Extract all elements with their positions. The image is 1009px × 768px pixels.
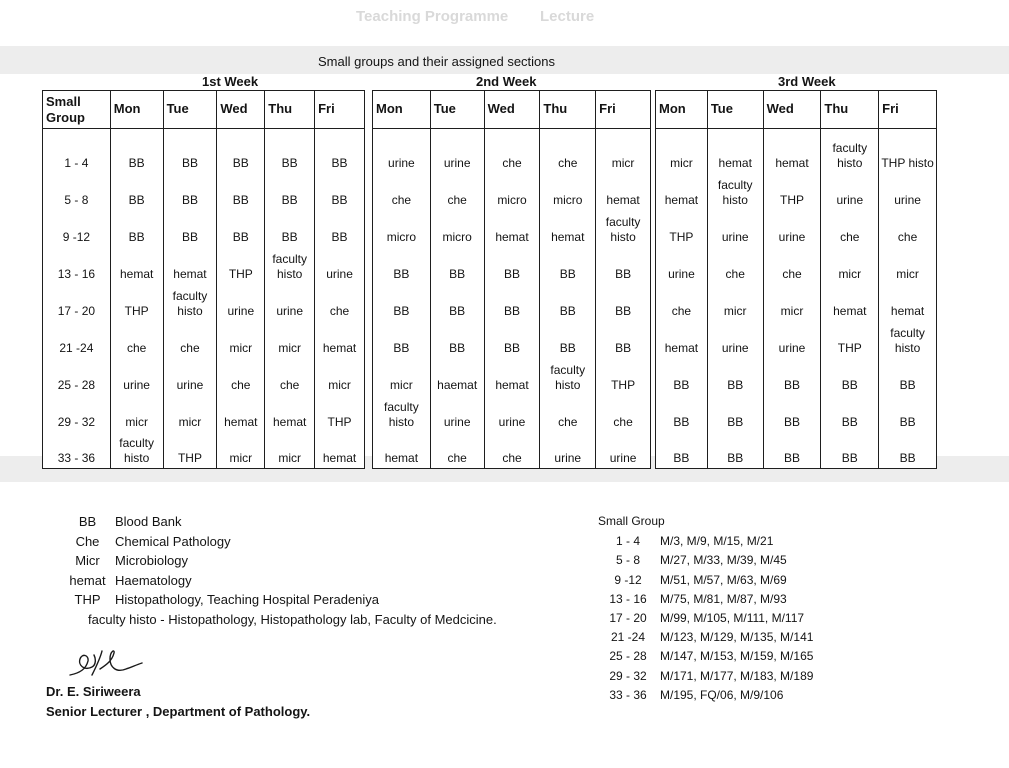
section-cell: micr	[163, 395, 217, 432]
table-row	[373, 173, 651, 210]
section-cell: urine	[430, 129, 484, 173]
section-cell: BB	[110, 173, 163, 210]
section-cell: hemat	[163, 247, 217, 284]
section-cell: che	[217, 358, 265, 395]
page-title: Small groups and their assigned sections	[318, 54, 556, 69]
section-cell: che	[315, 284, 365, 321]
section-cell: faculty histo	[265, 247, 315, 284]
group-range: 29 - 32	[609, 668, 647, 683]
bleed-through-text: Lecture	[540, 8, 595, 25]
signatory-name: Dr. E. Siriweera	[46, 684, 141, 699]
day-header: Thu	[265, 91, 315, 129]
legend-full: Histopathology, Teaching Hospital Peradeniya	[115, 592, 380, 607]
section-cell: faculty histo	[110, 432, 163, 469]
group-cell: 29 - 32	[43, 395, 111, 432]
group-cell: 13 - 16	[43, 247, 111, 284]
section-cell: micr	[656, 129, 708, 173]
legend-abbr: Micr	[75, 553, 100, 568]
table-row	[373, 358, 651, 395]
legend-abbr: hemat	[69, 572, 106, 588]
section-cell: BB	[217, 173, 265, 210]
group-members: M/147, M/153, M/159, M/165	[660, 649, 814, 664]
section-cell: urine	[707, 321, 763, 358]
section-cell: BB	[596, 247, 651, 284]
section-cell: THP	[821, 321, 879, 358]
section-cell: BB	[763, 358, 821, 395]
section-cell: urine	[879, 173, 937, 210]
section-cell: BB	[315, 210, 365, 247]
section-cell: hemat	[596, 173, 651, 210]
section-cell: che	[656, 284, 708, 321]
section-cell: THP	[315, 395, 365, 432]
section-cell: faculty histo	[821, 129, 879, 173]
table-header-row	[656, 91, 937, 129]
section-cell: THP	[656, 210, 708, 247]
section-cell: THP	[596, 358, 651, 395]
legend-item	[60, 551, 497, 571]
section-cell: BB	[163, 129, 217, 173]
list-item	[598, 571, 813, 590]
table-row	[656, 173, 937, 210]
section-cell: hemat	[265, 395, 315, 432]
section-cell: BB	[315, 129, 365, 173]
section-cell: micr	[217, 321, 265, 358]
legend-abbr: THP	[74, 592, 101, 607]
group-range: 13 - 16	[609, 591, 647, 606]
group-cell: 5 - 8	[43, 173, 111, 210]
section-cell: THP	[110, 284, 163, 321]
group-range: 17 - 20	[609, 611, 647, 626]
table-row	[656, 321, 937, 358]
group-members: M/123, M/129, M/135, M/141	[660, 630, 814, 645]
list-item	[598, 667, 813, 686]
section-cell: micr	[217, 432, 265, 469]
table-row	[43, 173, 365, 210]
table-row	[656, 432, 937, 469]
section-cell: micr	[265, 321, 315, 358]
legend-full: Chemical Pathology	[115, 533, 231, 549]
legend-item	[60, 590, 497, 610]
group-range: 1 - 4	[615, 534, 640, 549]
section-cell: BB	[821, 395, 879, 432]
section-cell: urine	[596, 432, 651, 469]
group-members: M/3, M/9, M/15, M/21	[660, 534, 774, 549]
section-cell: urine	[484, 395, 540, 432]
section-cell: THP	[163, 432, 217, 469]
section-cell: hemat	[110, 247, 163, 284]
legend-item	[60, 532, 497, 552]
group-members: M/171, M/177, M/183, M/189	[660, 668, 814, 683]
section-cell: micr	[373, 358, 431, 395]
week-2-schedule-table	[372, 90, 651, 469]
section-cell: BB	[430, 321, 484, 358]
week-label-1: 1st Week	[202, 74, 259, 89]
section-cell: che	[110, 321, 163, 358]
table-row	[373, 247, 651, 284]
section-cell: hemat	[217, 395, 265, 432]
section-cell: urine	[540, 432, 596, 469]
small-group-header: Small Group	[43, 91, 111, 129]
section-cell: BB	[596, 321, 651, 358]
bleed-through-text: Teaching Programme	[356, 8, 509, 25]
legend-abbr: BB	[78, 514, 97, 529]
section-cell: urine	[217, 284, 265, 321]
group-range: 33 - 36	[609, 687, 647, 702]
week-label-2: 2nd Week	[476, 74, 537, 89]
table-row	[373, 395, 651, 432]
section-cell: micr	[879, 247, 937, 284]
section-cell: THP	[763, 173, 821, 210]
week-3-schedule-table	[655, 90, 937, 469]
table-row	[43, 432, 365, 469]
table-row	[373, 129, 651, 173]
table-row	[373, 321, 651, 358]
table-row	[656, 247, 937, 284]
section-cell: BB	[707, 395, 763, 432]
section-cell: che	[821, 210, 879, 247]
section-cell: che	[163, 321, 217, 358]
section-cell: faculty histo	[373, 395, 431, 432]
group-range: 25 - 28	[609, 649, 647, 664]
group-cell: 1 - 4	[43, 129, 111, 173]
section-cell: hemat	[315, 432, 365, 469]
week-label-3: 3rd Week	[778, 74, 836, 89]
section-cell: BB	[540, 247, 596, 284]
section-cell: faculty histo	[879, 321, 937, 358]
group-members: M/75, M/81, M/87, M/93	[660, 591, 787, 606]
legend-full: Microbiology	[115, 553, 188, 568]
day-header: Wed	[217, 91, 265, 129]
day-header: Fri	[315, 91, 365, 129]
section-cell: che	[707, 247, 763, 284]
section-cell: BB	[656, 358, 708, 395]
section-cell: THP histo	[879, 129, 937, 173]
legend-abbr: Che	[75, 533, 100, 549]
section-cell: hemat	[484, 358, 540, 395]
section-cell: BB	[879, 358, 937, 395]
table-row	[43, 247, 365, 284]
section-cell: urine	[373, 129, 431, 173]
section-cell: BB	[707, 358, 763, 395]
section-cell: faculty histo	[163, 284, 217, 321]
day-header: Tue	[163, 91, 217, 129]
section-cell: urine	[315, 247, 365, 284]
legend-item	[60, 512, 497, 532]
small-group-members-list	[598, 512, 813, 705]
table-header-row	[43, 91, 365, 129]
abbreviation-legend	[60, 512, 497, 629]
list-item	[598, 590, 813, 609]
section-cell: THP	[217, 247, 265, 284]
section-cell: urine	[110, 358, 163, 395]
section-cell: faculty histo	[707, 173, 763, 210]
group-range: 5 - 8	[615, 553, 640, 568]
section-cell: che	[879, 210, 937, 247]
signatory-title: Senior Lecturer , Department of Pathology.	[46, 704, 311, 719]
group-cell: 9 -12	[43, 210, 111, 247]
list-item	[598, 551, 813, 570]
section-cell: BB	[821, 432, 879, 469]
section-cell: hemat	[763, 129, 821, 173]
section-cell: che	[430, 432, 484, 469]
section-cell: che	[596, 395, 651, 432]
section-cell: che	[430, 173, 484, 210]
section-cell: urine	[430, 395, 484, 432]
handwritten-signature	[66, 645, 146, 683]
section-cell: BB	[163, 173, 217, 210]
section-cell: che	[373, 173, 431, 210]
section-cell: BB	[373, 284, 431, 321]
day-header: Fri	[879, 91, 937, 129]
day-header: Wed	[484, 91, 540, 129]
section-cell: micr	[315, 358, 365, 395]
section-cell: hemat	[879, 284, 937, 321]
list-item	[598, 628, 813, 647]
section-cell: BB	[430, 247, 484, 284]
group-range: 21 -24	[610, 630, 646, 645]
group-cell: 25 - 28	[43, 358, 111, 395]
section-cell: urine	[763, 321, 821, 358]
section-cell: urine	[707, 210, 763, 247]
section-cell: BB	[217, 210, 265, 247]
section-cell: BB	[373, 321, 431, 358]
section-cell: BB	[879, 395, 937, 432]
table-row	[43, 395, 365, 432]
section-cell: BB	[540, 284, 596, 321]
section-cell: BB	[540, 321, 596, 358]
section-cell: che	[484, 432, 540, 469]
section-cell: che	[763, 247, 821, 284]
table-row	[656, 395, 937, 432]
section-cell: BB	[315, 173, 365, 210]
day-header: Mon	[656, 91, 708, 129]
section-cell: micro	[540, 173, 596, 210]
section-cell: faculty histo	[540, 358, 596, 395]
group-members: M/99, M/105, M/111, M/117	[660, 611, 805, 626]
section-cell: micr	[110, 395, 163, 432]
members-heading: Small Group	[598, 514, 665, 528]
table-row	[656, 129, 937, 173]
group-members: M/51, M/57, M/63, M/69	[660, 572, 787, 587]
section-cell: hemat	[373, 432, 431, 469]
section-cell: BB	[484, 321, 540, 358]
group-cell: 21 -24	[43, 321, 111, 358]
section-cell: BB	[484, 247, 540, 284]
section-cell: urine	[763, 210, 821, 247]
section-cell: hemat	[656, 321, 708, 358]
section-cell: haemat	[430, 358, 484, 395]
section-cell: micr	[596, 129, 651, 173]
section-cell: BB	[163, 210, 217, 247]
section-cell: BB	[265, 173, 315, 210]
legend-full: Blood Bank	[115, 514, 182, 529]
section-cell: hemat	[315, 321, 365, 358]
section-cell: hemat	[484, 210, 540, 247]
section-cell: BB	[110, 210, 163, 247]
section-cell: BB	[373, 247, 431, 284]
list-item	[598, 532, 813, 551]
section-cell: micro	[430, 210, 484, 247]
section-cell: BB	[707, 432, 763, 469]
section-cell: BB	[265, 210, 315, 247]
week-1-schedule-table	[42, 90, 365, 469]
section-cell: BB	[217, 129, 265, 173]
table-row	[656, 210, 937, 247]
day-header: Wed	[763, 91, 821, 129]
section-cell: micro	[484, 173, 540, 210]
section-cell: BB	[484, 284, 540, 321]
table-row	[656, 284, 937, 321]
section-cell: BB	[430, 284, 484, 321]
section-cell: micr	[707, 284, 763, 321]
list-item	[598, 609, 813, 628]
section-cell: hemat	[540, 210, 596, 247]
table-row	[43, 129, 365, 173]
section-cell: urine	[163, 358, 217, 395]
section-cell: che	[265, 358, 315, 395]
day-header: Mon	[110, 91, 163, 129]
day-header: Tue	[430, 91, 484, 129]
table-row	[43, 321, 365, 358]
list-item	[598, 686, 813, 705]
section-cell: micr	[763, 284, 821, 321]
section-cell: hemat	[656, 173, 708, 210]
section-cell: hemat	[707, 129, 763, 173]
list-item	[598, 647, 813, 666]
section-cell: BB	[763, 395, 821, 432]
table-row	[373, 432, 651, 469]
table-row	[373, 284, 651, 321]
section-cell: BB	[596, 284, 651, 321]
section-cell: BB	[265, 129, 315, 173]
group-cell: 33 - 36	[43, 432, 111, 469]
group-range: 9 -12	[614, 572, 642, 587]
section-cell: urine	[656, 247, 708, 284]
section-cell: faculty histo	[596, 210, 651, 247]
section-cell: BB	[656, 432, 708, 469]
legend-note: faculty histo - Histopathology, Histopathology lab, Faculty of Medcicine.	[88, 611, 497, 627]
section-cell: micr	[821, 247, 879, 284]
table-row	[373, 210, 651, 247]
table-row	[43, 284, 365, 321]
table-row	[656, 358, 937, 395]
section-cell: BB	[879, 432, 937, 469]
legend-full: Haematology	[115, 572, 192, 588]
day-header: Mon	[373, 91, 431, 129]
section-cell: BB	[110, 129, 163, 173]
section-cell: urine	[821, 173, 879, 210]
section-cell: BB	[656, 395, 708, 432]
day-header: Tue	[707, 91, 763, 129]
group-members: M/27, M/33, M/39, M/45	[660, 553, 787, 568]
section-cell: che	[484, 129, 540, 173]
group-members: M/195, FQ/06, M/9/106	[660, 687, 784, 702]
section-cell: micro	[373, 210, 431, 247]
section-cell: che	[540, 395, 596, 432]
legend-item	[60, 571, 497, 591]
section-cell: urine	[265, 284, 315, 321]
section-cell: BB	[821, 358, 879, 395]
section-cell: micr	[265, 432, 315, 469]
day-header: Thu	[540, 91, 596, 129]
day-header: Thu	[821, 91, 879, 129]
section-cell: BB	[763, 432, 821, 469]
section-cell: hemat	[821, 284, 879, 321]
group-cell: 17 - 20	[43, 284, 111, 321]
table-row	[43, 210, 365, 247]
table-row	[43, 358, 365, 395]
table-header-row	[373, 91, 651, 129]
section-cell: che	[540, 129, 596, 173]
day-header: Fri	[596, 91, 651, 129]
